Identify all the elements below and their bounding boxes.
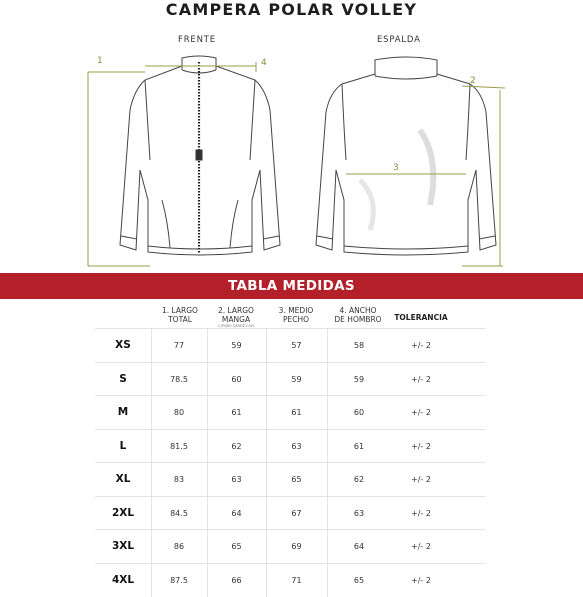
measurement-cell: 64 [207, 497, 266, 531]
size-label: M [95, 396, 151, 430]
measurement-cell: +/- 2 [391, 564, 451, 597]
measurement-cell: 62 [327, 463, 391, 497]
table-row [95, 529, 485, 564]
table-row [95, 496, 485, 531]
measurement-cell: 64 [327, 530, 391, 564]
header-largo-total [151, 306, 209, 324]
size-table-banner: TABLA MEDIDAS [0, 273, 583, 299]
table-row [95, 563, 485, 597]
front-jacket-drawing [120, 56, 280, 255]
column-divider [207, 329, 208, 363]
measurement-cell: +/- 2 [391, 497, 451, 531]
size-label: XS [95, 329, 151, 363]
header-ancho-hombro [327, 306, 389, 324]
column-divider [266, 329, 267, 363]
measurement-cell: 61 [327, 430, 391, 464]
column-divider [207, 363, 208, 397]
column-divider [151, 497, 152, 531]
size-label: 2XL [95, 497, 151, 531]
measurement-cell: 59 [207, 329, 266, 363]
measurement-cell: +/- 2 [391, 396, 451, 430]
header-line: MANGA [222, 315, 250, 324]
measurement-cell: 86 [151, 530, 207, 564]
column-divider [207, 497, 208, 531]
column-divider [207, 463, 208, 497]
dimension-marker-4: 4 [261, 58, 267, 68]
column-divider [327, 564, 328, 597]
header-note: C/PUÑO DESDE CON [207, 324, 265, 328]
dimension-lines [88, 62, 505, 266]
column-divider [266, 396, 267, 430]
header-tolerancia: TOLERANCIA [391, 313, 451, 322]
header-line: PECHO [283, 315, 309, 324]
header-line: 4. ANCHO [339, 306, 376, 315]
column-divider [327, 396, 328, 430]
size-label: S [95, 363, 151, 397]
dimension-marker-3: 3 [393, 163, 399, 173]
column-divider [327, 497, 328, 531]
measurement-cell: 71 [266, 564, 327, 597]
measurement-cell: 65 [207, 530, 266, 564]
front-view-label: FRENTE [178, 35, 216, 45]
measurement-cell: 87.5 [151, 564, 207, 597]
table-row [95, 362, 485, 397]
dimension-marker-1: 1 [97, 56, 103, 66]
measurement-cell: 60 [207, 363, 266, 397]
header-largo-manga [207, 306, 265, 328]
header-medio-pecho [266, 306, 326, 324]
measurement-cell: 63 [327, 497, 391, 531]
dimension-marker-2: 2 [470, 76, 476, 86]
header-line: 3. MEDIO [279, 306, 314, 315]
column-divider [327, 430, 328, 464]
measurement-cell: +/- 2 [391, 329, 451, 363]
measurement-cell: +/- 2 [391, 530, 451, 564]
measurement-cell: +/- 2 [391, 363, 451, 397]
measurement-cell: +/- 2 [391, 430, 451, 464]
size-label: XL [95, 463, 151, 497]
column-divider [266, 530, 267, 564]
measurement-cell: 83 [151, 463, 207, 497]
measurement-cell: 65 [327, 564, 391, 597]
column-divider [151, 430, 152, 464]
header-line: 2. LARGO [218, 306, 254, 315]
size-label: L [95, 430, 151, 464]
column-divider [207, 564, 208, 597]
size-label: 3XL [95, 530, 151, 564]
column-divider [327, 329, 328, 363]
size-label: 4XL [95, 564, 151, 597]
column-divider [151, 564, 152, 597]
header-line: DE HOMBRO [334, 315, 381, 324]
column-divider [266, 564, 267, 597]
jacket-illustration [0, 0, 583, 275]
measurement-cell: 78.5 [151, 363, 207, 397]
measurement-cell: 63 [266, 430, 327, 464]
measurement-cell: 66 [207, 564, 266, 597]
column-divider [266, 463, 267, 497]
header-line: 1. LARGO [162, 306, 198, 315]
back-view-label: ESPALDA [377, 35, 421, 45]
measurement-cell: 61 [207, 396, 266, 430]
column-divider [151, 530, 152, 564]
measurement-cell: 61 [266, 396, 327, 430]
measurement-cell: 60 [327, 396, 391, 430]
measurement-cell: 84.5 [151, 497, 207, 531]
measurement-cell: 59 [327, 363, 391, 397]
column-divider [207, 430, 208, 464]
measurement-cell: 65 [266, 463, 327, 497]
table-row [95, 395, 485, 430]
measurement-cell: 67 [266, 497, 327, 531]
measurement-cell: 81.5 [151, 430, 207, 464]
column-divider [266, 363, 267, 397]
measurement-cell: 63 [207, 463, 266, 497]
measurement-cell: 58 [327, 329, 391, 363]
header-line: TOTAL [168, 315, 192, 324]
column-divider [151, 363, 152, 397]
measurement-cell: 59 [266, 363, 327, 397]
column-divider [207, 530, 208, 564]
measurement-cell: 80 [151, 396, 207, 430]
column-divider [327, 363, 328, 397]
column-divider [207, 396, 208, 430]
page-title: CAMPERA POLAR VOLLEY [0, 0, 583, 20]
size-table [95, 300, 485, 330]
measurement-cell: 69 [266, 530, 327, 564]
table-row [95, 328, 485, 363]
size-table-header [95, 300, 485, 330]
column-divider [266, 430, 267, 464]
column-divider [327, 530, 328, 564]
column-divider [327, 463, 328, 497]
column-divider [266, 497, 267, 531]
column-divider [151, 396, 152, 430]
measurement-cell: 77 [151, 329, 207, 363]
column-divider [151, 329, 152, 363]
measurement-cell: 62 [207, 430, 266, 464]
measurement-cell: +/- 2 [391, 463, 451, 497]
column-divider [151, 463, 152, 497]
table-row [95, 462, 485, 497]
measurement-cell: 57 [266, 329, 327, 363]
table-row [95, 429, 485, 464]
